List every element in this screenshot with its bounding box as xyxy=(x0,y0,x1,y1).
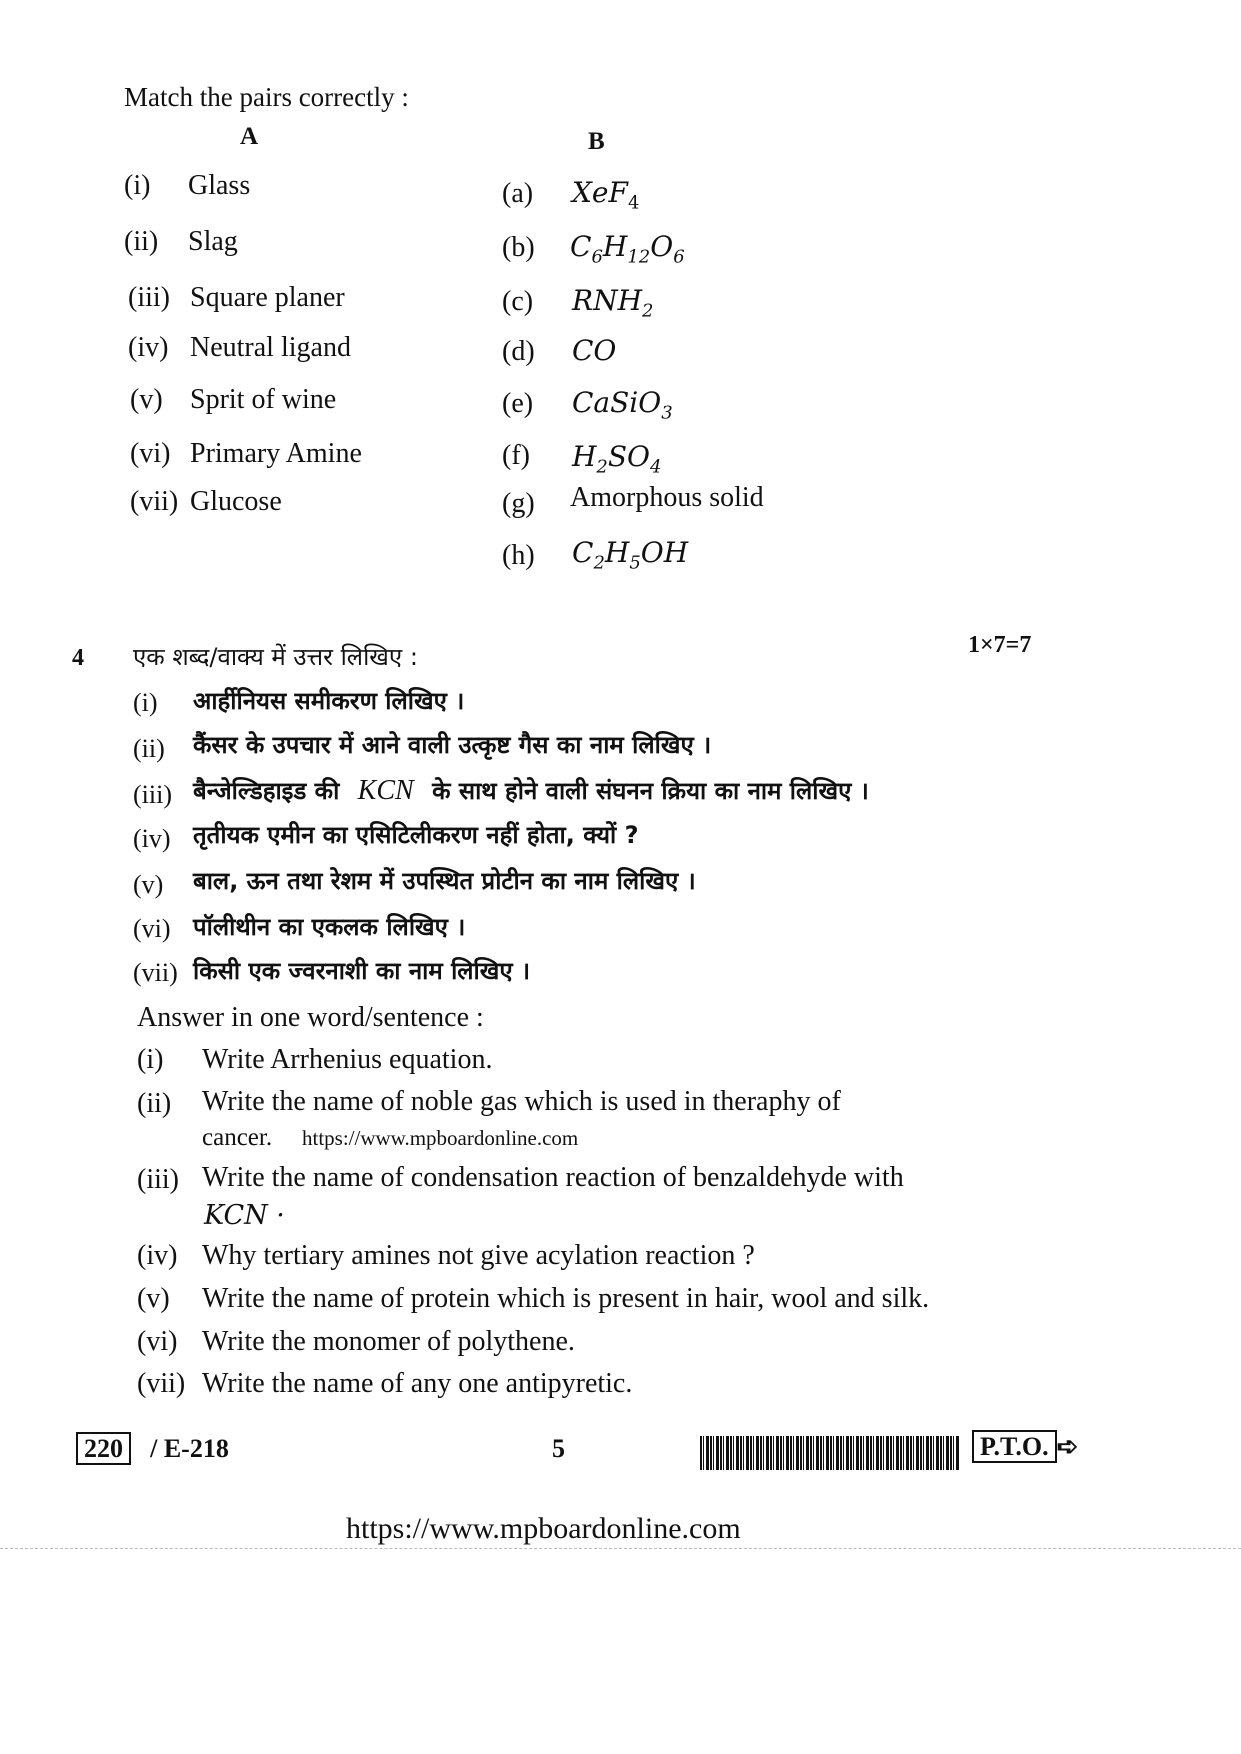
hindi-item-number: (i) xyxy=(133,688,158,717)
hindi-item-number: (v) xyxy=(133,870,164,899)
english-item: Write Arrhenius equation. xyxy=(202,1044,493,1075)
hindi-item-number: (vi) xyxy=(133,914,171,943)
inline-watermark-url: https://www.mpboardonline.com xyxy=(302,1126,579,1150)
english-item-continued: KCN · xyxy=(204,1200,285,1231)
hindi-instruction: एक शब्द/वाक्य में उत्तर लिखिए : xyxy=(133,643,418,671)
col-a-item: (iv) xyxy=(128,332,169,363)
hindi-item-number: (iii) xyxy=(133,780,172,809)
col-b-text: Amorphous solid xyxy=(570,482,764,513)
divider xyxy=(0,1548,1241,1549)
question-number: 4 xyxy=(72,645,84,671)
hindi-item: बाल, ऊन तथा रेशम में उपस्थित प्रोटीन का नाम लिखिए । xyxy=(193,867,696,895)
barcode xyxy=(700,1436,960,1470)
col-a-item: (i) xyxy=(124,170,151,201)
col-b-item: (h) xyxy=(502,540,535,571)
col-b-formula: $C_6H_{12}O_6$ xyxy=(570,230,685,268)
col-b-item: (a) xyxy=(502,178,534,209)
english-instruction: Answer in one word/sentence : xyxy=(137,1002,484,1033)
col-a-item: (vi) xyxy=(130,438,171,469)
english-item-number: (v) xyxy=(137,1283,170,1314)
col-b-formula: XeF$_4$ xyxy=(572,176,640,214)
col-b-formula: $C_2H_5OH$ xyxy=(572,536,689,574)
col-a-item: (v) xyxy=(130,384,163,415)
pto-label: P.T.O. ➪ xyxy=(972,1432,1078,1462)
hindi-item: बैन्जेल्डिहाइड की KCN के साथ होने वाली संघनन क्रिया का नाम लिखिए । xyxy=(193,775,869,806)
hindi-item-number: (ii) xyxy=(133,734,165,763)
page-number: 5 xyxy=(552,1434,565,1463)
english-item-number: (i) xyxy=(137,1044,164,1075)
col-b-item: (d) xyxy=(502,336,535,367)
english-item-number: (vii) xyxy=(137,1368,186,1399)
col-a-text: Slag xyxy=(188,226,238,257)
english-item: Write the name of protein which is present in hair, wool and silk. xyxy=(202,1283,930,1314)
col-b-formula: $RNH_2$ xyxy=(572,284,654,322)
col-a-item: (ii) xyxy=(124,226,159,257)
hindi-item: पॉलीथीन का एकलक लिखिए । xyxy=(193,913,466,941)
col-a-text: Neutral ligand xyxy=(190,332,351,363)
col-a-item: (vii) xyxy=(130,486,179,517)
marks: 1×7=7 xyxy=(968,632,1032,658)
col-a-text: Glucose xyxy=(190,486,282,517)
hindi-item: कैंसर के उपचार में आने वाली उत्कृष्ट गैस का नाम लिखिए । xyxy=(193,731,712,759)
col-a-item: (iii) xyxy=(128,282,170,313)
hindi-item: किसी एक ज्वरनाशी का नाम लिखिए । xyxy=(193,957,531,985)
paper-code xyxy=(76,1434,229,1464)
hindi-item: आर्हीनियस समीकरण लिखिए । xyxy=(193,687,465,715)
col-a-text: Glass xyxy=(188,170,251,201)
col-b-formula: CO xyxy=(572,334,617,367)
column-a-header: A xyxy=(240,123,259,150)
english-item: Write the name of any one antipyretic. xyxy=(202,1368,633,1399)
col-b-item: (f) xyxy=(502,440,530,471)
english-item: Write the monomer of polythene. xyxy=(202,1326,575,1357)
hindi-item: तृतीयक एमीन का एसिटिलीकरण नहीं होता, क्यों ? xyxy=(193,821,639,849)
paper-code-box: 220 xyxy=(76,1432,131,1465)
english-item-number: (vi) xyxy=(137,1326,178,1357)
col-b-formula: CaSiO$_3$ xyxy=(572,386,673,424)
column-b-header: B xyxy=(588,128,605,155)
hindi-item-number: (iv) xyxy=(133,824,171,853)
paper-code-rest: / E-218 xyxy=(150,1434,229,1463)
col-b-formula: $H_2SO_4$ xyxy=(572,440,662,478)
col-a-text: Primary Amine xyxy=(190,438,362,469)
english-item-number: (iv) xyxy=(137,1240,178,1271)
col-b-item: (b) xyxy=(502,232,535,263)
col-a-text: Square planer xyxy=(190,282,345,313)
english-item: Write the name of condensation reaction of benzaldehyde with xyxy=(202,1162,904,1193)
english-item: Why tertiary amines not give acylation reaction ? xyxy=(202,1240,755,1271)
english-item-continued: cancer. xyxy=(202,1124,273,1151)
english-item-number: (iii) xyxy=(137,1164,179,1195)
footer-url: https://www.mpboardonline.com xyxy=(346,1512,741,1545)
col-b-item: (g) xyxy=(502,488,535,519)
english-item: Write the name of noble gas which is used in theraphy of xyxy=(202,1086,841,1117)
english-item-number: (ii) xyxy=(137,1088,172,1119)
col-a-text: Sprit of wine xyxy=(190,384,337,415)
col-b-item: (e) xyxy=(502,388,534,419)
hindi-item-number: (vii) xyxy=(133,958,178,987)
match-title: Match the pairs correctly : xyxy=(124,82,409,112)
col-b-item: (c) xyxy=(502,286,534,317)
